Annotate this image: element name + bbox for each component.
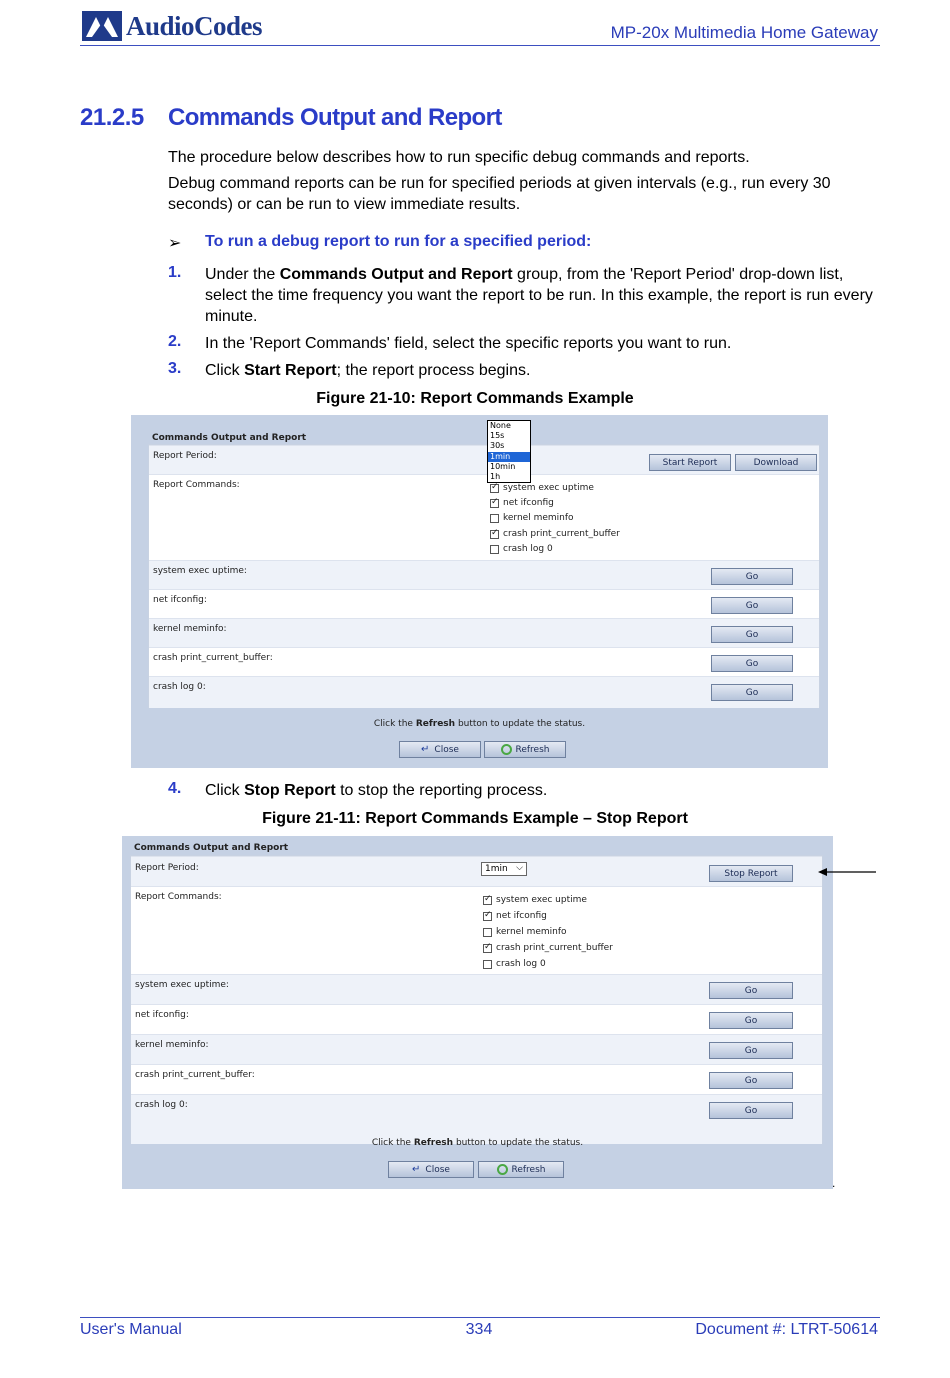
go-button[interactable]: Go <box>711 597 793 614</box>
refresh-status-text <box>131 719 828 729</box>
page-number: 334 <box>465 1321 493 1338</box>
step-text-part: Click <box>205 782 245 799</box>
go-button[interactable]: Go <box>711 568 793 585</box>
report-commands-row <box>149 474 819 561</box>
command-row <box>149 618 819 648</box>
step-number: 4. <box>168 780 182 797</box>
step-number: 3. <box>168 360 182 377</box>
close-arrow-icon: ↵ <box>412 1164 421 1175</box>
dropdown-option[interactable]: 30s <box>490 441 505 451</box>
command-checkbox[interactable] <box>483 895 587 905</box>
step-text <box>205 264 883 327</box>
checkbox-icon[interactable] <box>483 944 492 953</box>
start-report-button[interactable]: Start Report <box>649 454 731 471</box>
step-text-part: group, from the 'Report Period' drop-down list, select the time frequency you want the report to be run. In this example, the report is run every minute. <box>205 266 873 325</box>
command-checkbox[interactable] <box>483 959 546 969</box>
command-checkbox[interactable] <box>483 943 613 953</box>
status-text-part: button to update the status. <box>453 1138 584 1148</box>
step-text <box>205 780 883 801</box>
command-checkbox[interactable] <box>490 544 553 554</box>
step-text-bold: Commands Output and Report <box>279 266 513 283</box>
step-text-bold: Start Report <box>244 362 337 379</box>
report-commands-screenshot <box>131 415 828 768</box>
checkbox-label: net ifconfig <box>503 498 554 508</box>
checkbox-icon[interactable] <box>490 484 499 493</box>
checkbox-icon[interactable] <box>483 912 492 921</box>
command-checkbox[interactable] <box>490 498 554 508</box>
figure-caption: Figure 21-11: Report Commands Example – Stop Report <box>262 810 688 827</box>
close-button[interactable] <box>399 741 481 758</box>
callout-arrow-icon <box>816 864 878 880</box>
command-row-label: system exec uptime: <box>153 566 247 576</box>
checkbox-icon[interactable] <box>490 499 499 508</box>
section-title: Commands Output and Report <box>168 104 502 131</box>
dropdown-option[interactable]: 10min <box>490 461 516 471</box>
checkbox-icon[interactable] <box>483 960 492 969</box>
step-text-part: Click <box>205 362 245 379</box>
checkbox-label: system exec uptime <box>496 895 587 905</box>
command-row-label: crash print_current_buffer: <box>153 653 273 663</box>
report-period-value: 1min <box>485 864 508 874</box>
status-text-part: button to update the status. <box>455 719 586 729</box>
step-text <box>205 360 883 381</box>
report-period-dropdown-list[interactable] <box>487 420 531 483</box>
document-number: Document #: LTRT-50614 <box>695 1321 878 1338</box>
section-number: 21.2.5 <box>80 104 144 131</box>
command-row <box>131 1094 822 1144</box>
stop-report-screenshot <box>122 836 836 1190</box>
command-row-label: kernel meminfo: <box>135 1040 209 1050</box>
step-text-part: ; the report process begins. <box>336 362 531 379</box>
report-period-label: Report Period: <box>153 451 217 461</box>
go-button[interactable]: Go <box>711 626 793 643</box>
close-button-label: Close <box>434 744 459 755</box>
go-button[interactable]: Go <box>709 982 793 999</box>
command-checkbox[interactable] <box>490 513 574 523</box>
step-text-part: Under the <box>205 266 280 283</box>
command-row <box>131 1064 822 1095</box>
checkbox-label: kernel meminfo <box>503 513 574 523</box>
logo-text: AudioCodes <box>126 10 263 41</box>
report-period-select[interactable] <box>481 862 527 876</box>
checkbox-icon[interactable] <box>490 545 499 554</box>
refresh-icon <box>501 744 512 755</box>
go-button[interactable]: Go <box>711 655 793 672</box>
report-period-row <box>131 856 822 887</box>
command-checkbox[interactable] <box>490 529 620 539</box>
close-button[interactable] <box>388 1161 474 1178</box>
procedure-title: To run a debug report to run for a specified period: <box>205 233 592 250</box>
refresh-button-label: Refresh <box>511 1164 546 1175</box>
checkbox-label: crash print_current_buffer <box>496 943 613 953</box>
command-row-label: crash log 0: <box>135 1100 188 1110</box>
command-row <box>131 974 822 1005</box>
panel-title: Commands Output and Report <box>152 433 307 443</box>
description-paragraph: Debug command reports can be run for specified periods at given intervals (e.g., run every 30 seconds) or can be run to view immediate results. <box>168 175 831 213</box>
report-commands-label: Report Commands: <box>135 892 222 902</box>
panel-title: Commands Output and Report <box>134 843 289 853</box>
command-row-label: net ifconfig: <box>135 1010 189 1020</box>
refresh-button[interactable] <box>484 741 566 758</box>
audiocodes-logo-icon <box>82 11 122 41</box>
close-arrow-icon: ↵ <box>421 744 430 755</box>
checkbox-icon[interactable] <box>490 514 499 523</box>
command-row-label: net ifconfig: <box>153 595 207 605</box>
close-button-label: Close <box>425 1164 450 1175</box>
go-button[interactable]: Go <box>711 684 793 701</box>
status-text-part: Click the <box>373 719 416 729</box>
stop-report-panel <box>130 855 823 1144</box>
go-button[interactable]: Go <box>709 1012 793 1029</box>
command-row <box>149 676 819 708</box>
command-row <box>149 560 819 590</box>
report-commands-label: Report Commands: <box>153 480 240 490</box>
refresh-button[interactable] <box>478 1161 564 1178</box>
checkbox-label: kernel meminfo <box>496 927 567 937</box>
checkbox-icon[interactable] <box>483 928 492 937</box>
download-button[interactable]: Download <box>735 454 817 471</box>
step-number: 2. <box>168 333 182 350</box>
checkbox-icon[interactable] <box>490 530 499 539</box>
status-text-bold: Refresh <box>415 719 456 729</box>
refresh-button-label: Refresh <box>515 744 550 755</box>
go-button[interactable]: Go <box>709 1102 793 1119</box>
checkbox-label: crash log 0 <box>496 959 546 969</box>
step-text <box>205 333 883 354</box>
command-row <box>149 647 819 677</box>
command-checkbox[interactable] <box>483 927 567 937</box>
go-button[interactable]: Go <box>709 1072 793 1089</box>
chevron-down-icon: ⌵ <box>516 863 523 873</box>
checkbox-label: crash log 0 <box>503 544 553 554</box>
header-title: MP-20x Multimedia Home Gateway <box>610 23 878 42</box>
command-row-label: system exec uptime: <box>135 980 229 990</box>
step-text-bold: Stop Report <box>244 782 336 799</box>
dropdown-option[interactable]: None <box>490 421 511 430</box>
command-checkbox[interactable] <box>490 483 594 493</box>
status-text-bold: Refresh <box>413 1138 454 1148</box>
command-row-label: crash log 0: <box>153 682 206 692</box>
dropdown-option[interactable]: 1h <box>490 472 501 482</box>
report-commands-panel <box>148 444 820 708</box>
command-row-label: kernel meminfo: <box>153 624 227 634</box>
intro-paragraph: The procedure below describes how to run specific debug commands and reports. <box>168 149 750 166</box>
status-text-part: Click the <box>371 1138 414 1148</box>
step-text-part: to stop the reporting process. <box>335 782 548 799</box>
audiocodes-logo <box>82 10 262 42</box>
report-period-label: Report Period: <box>135 863 199 873</box>
command-checkbox[interactable] <box>483 911 547 921</box>
command-row <box>131 1004 822 1035</box>
procedure-arrow-icon: ➢ <box>168 235 182 252</box>
trailing-period: . <box>832 1176 836 1190</box>
command-row <box>131 1034 822 1065</box>
footer-divider <box>80 1317 880 1318</box>
command-row-label: crash print_current_buffer: <box>135 1070 255 1080</box>
dropdown-option-selected[interactable]: 1min <box>488 452 530 462</box>
refresh-icon <box>497 1164 508 1175</box>
report-period-row <box>149 445 819 475</box>
checkbox-label: net ifconfig <box>496 911 547 921</box>
go-button[interactable]: Go <box>709 1042 793 1059</box>
step-number: 1. <box>168 264 182 281</box>
figure-caption: Figure 21-10: Report Commands Example <box>316 390 634 407</box>
stop-report-button[interactable]: Stop Report <box>709 865 793 882</box>
report-commands-row <box>131 886 822 975</box>
footer-manual: User's Manual <box>80 1321 182 1338</box>
step-text-part: In the 'Report Commands' field, select the specific reports you want to run. <box>205 335 732 352</box>
checkbox-label: system exec uptime <box>503 483 594 493</box>
refresh-status-text <box>122 1138 833 1148</box>
command-row <box>149 589 819 619</box>
checkbox-label: crash print_current_buffer <box>503 529 620 539</box>
header-divider <box>80 45 880 46</box>
checkbox-icon[interactable] <box>483 896 492 905</box>
dropdown-option[interactable]: 15s <box>490 431 505 441</box>
